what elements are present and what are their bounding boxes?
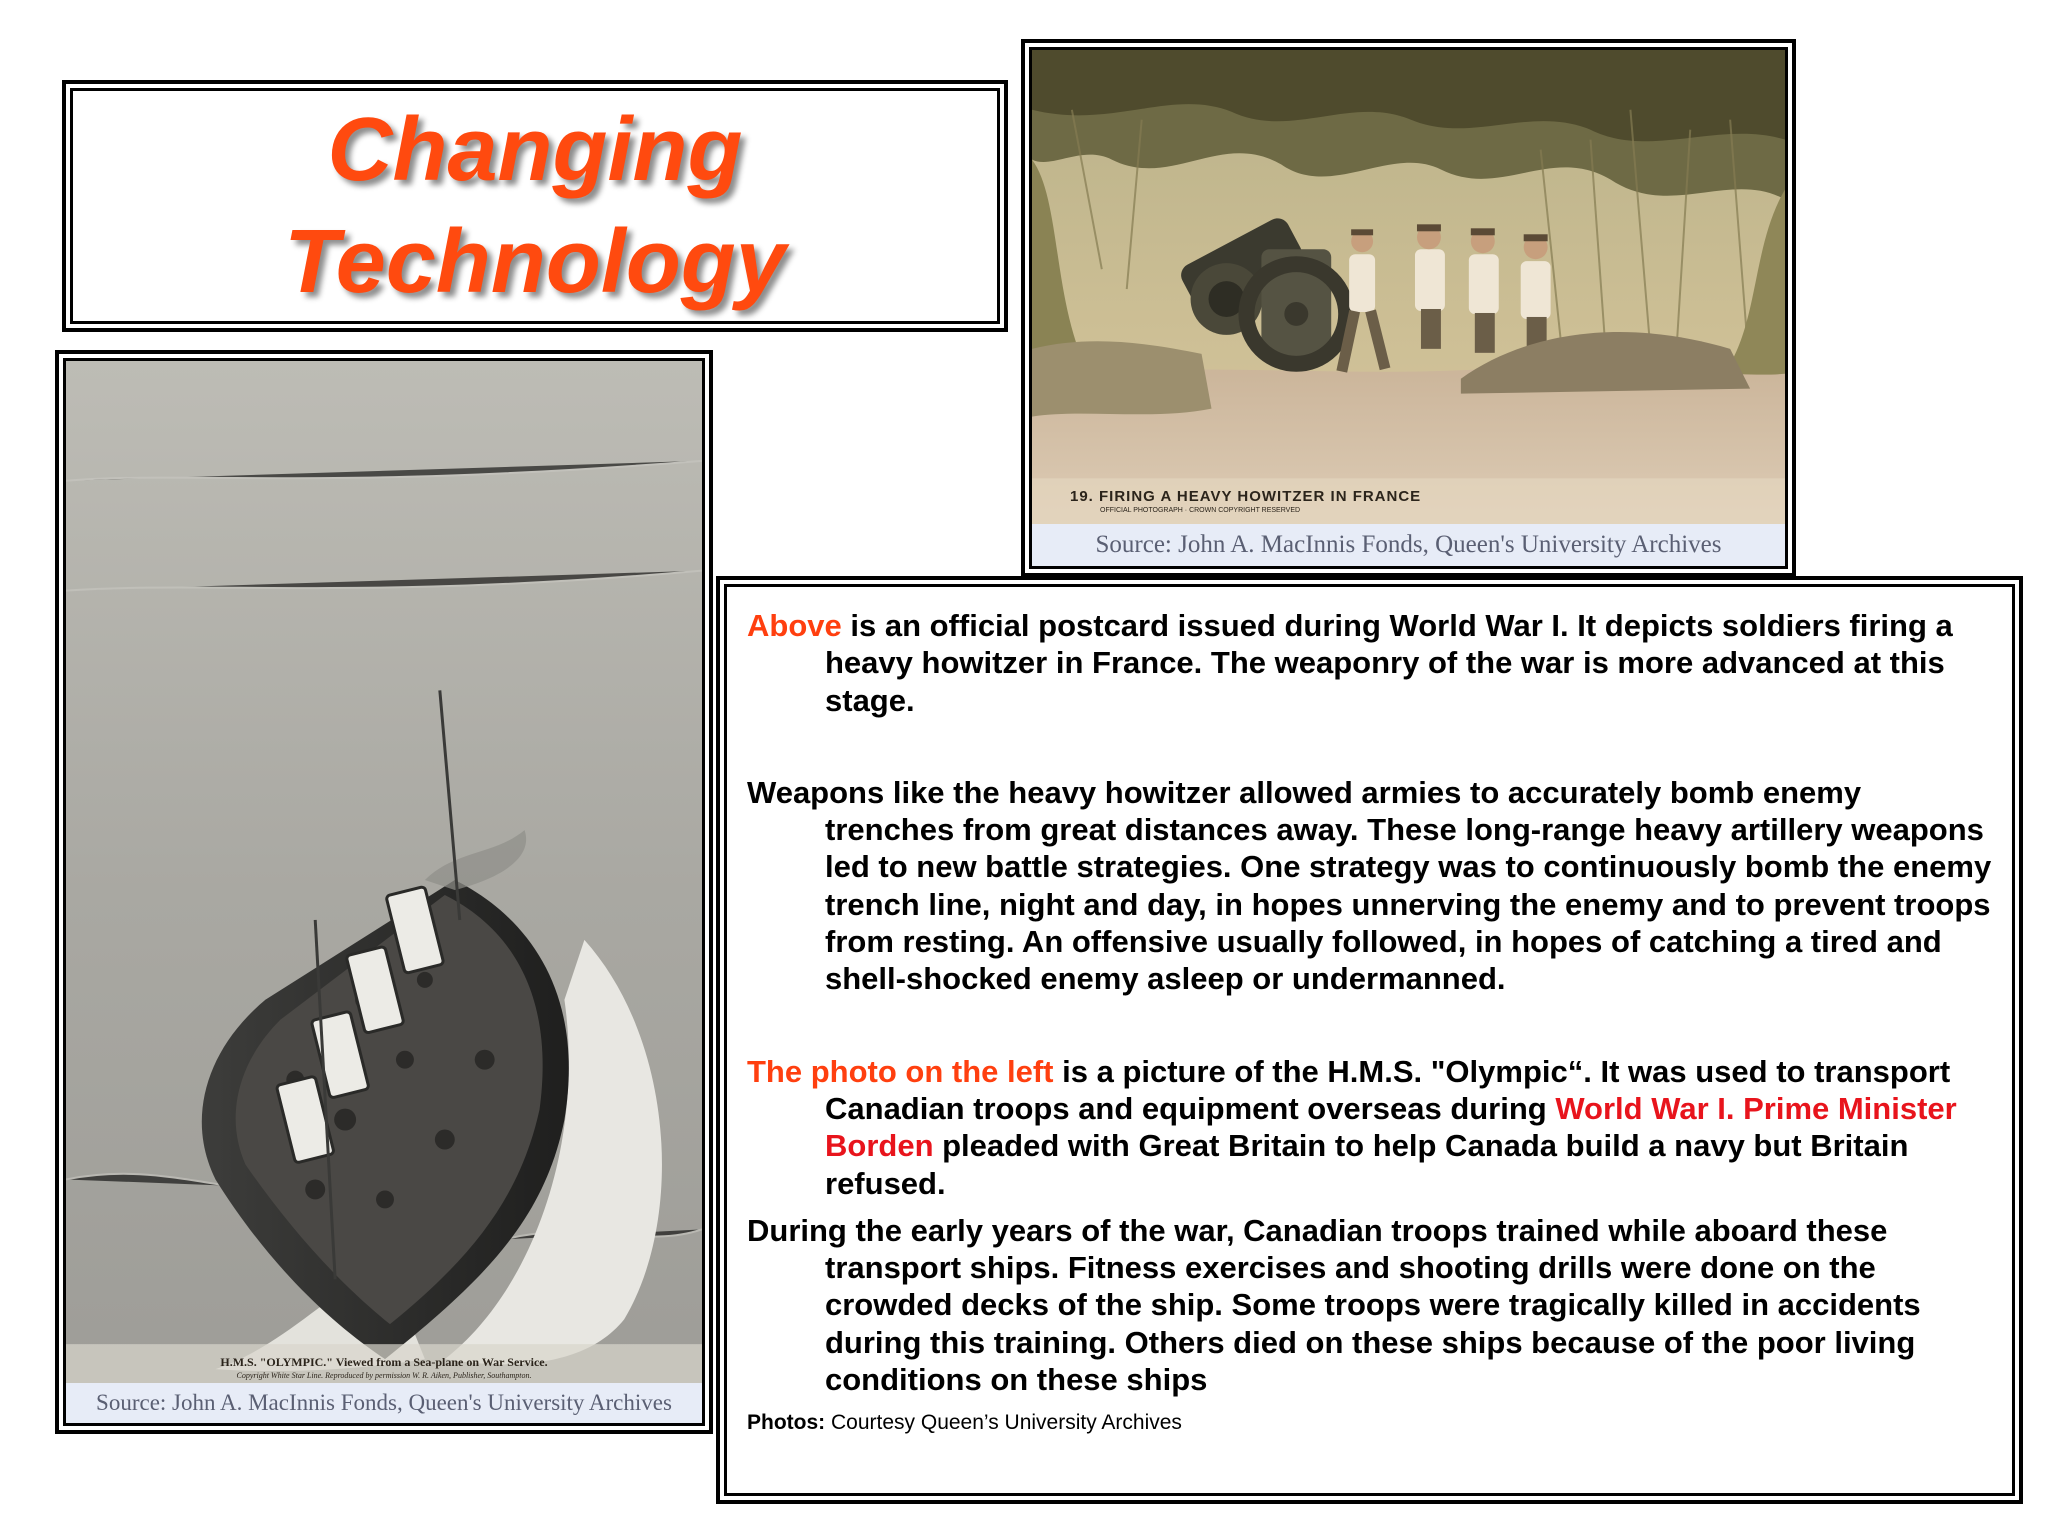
- ship-photo: [63, 358, 705, 1426]
- title-line-2: Technology: [284, 212, 786, 312]
- p3-text-b: pleaded with Great Britain to help Canada build a navy but Britain refused.: [825, 1128, 1909, 1201]
- ship-source: Source: John A. MacInnis Fonds, Queen's University Archives: [66, 1383, 702, 1423]
- ship-image: [66, 361, 702, 1423]
- photo-credit: [747, 1410, 1994, 1436]
- text-box: [716, 576, 2023, 1504]
- text-box-inner: [724, 584, 2015, 1496]
- credit-label: Photos:: [747, 1411, 826, 1435]
- page-title: [284, 94, 786, 318]
- title-line-1: Changing: [327, 100, 743, 200]
- howitzer-source: Source: John A. MacInnis Fonds, Queen's University Archives: [1032, 524, 1785, 566]
- p1-text: is an official postcard issued during World War I. It depicts soldiers firing a heavy howitzer in France. The weaponry of the war is more advanced at this stage.: [825, 608, 1953, 718]
- p3-highlight: The photo on the left: [747, 1053, 1054, 1089]
- p3-red-highlight: World War I. Prime Minister Borden: [825, 1090, 1957, 1164]
- ship-photo-frame: [55, 350, 713, 1434]
- title-box-inner: [70, 88, 1000, 324]
- paragraph-2: Weapons like the heavy howitzer allowed armies to accurately bomb enemy trenches from great distances away. These long-range heavy artillery weapons led to new battle strategies. One strategy was to continuously bomb the enemy trench line, night and day, in hopes unnerving the enemy and to prevent troops from resting. An offensive usually followed, in hopes of catching a tired and shell-shocked enemy asleep or undermanned.: [747, 774, 1992, 997]
- p3-text-a: is a picture of the H.M.S. "Olympic“. It was used to transport Canadian troops and equipment overseas during: [825, 1053, 1951, 1126]
- ship-caption-sub: Copyright White Star Line. Reproduced by permission W. R. Aiken, Publisher, Southampton.: [236, 1371, 532, 1380]
- ship-caption: H.M.S. "OLYMPIC." Viewed from a Sea-plane on War Service.: [220, 1355, 548, 1369]
- p1-highlight: Above: [747, 608, 842, 643]
- howitzer-caption-sub: OFFICIAL PHOTOGRAPH · CROWN COPYRIGHT RESERVED: [1100, 507, 1301, 514]
- howitzer-photo-frame: [1021, 39, 1796, 577]
- howitzer-photo: [1029, 47, 1788, 569]
- paragraph-3: [747, 1053, 1994, 1202]
- howitzer-caption: 19. FIRING A HEAVY HOWITZER IN FRANCE: [1070, 488, 1422, 505]
- paragraph-1: [747, 607, 1994, 719]
- credit-text: Courtesy Queen’s University Archives: [825, 1411, 1182, 1435]
- paragraph-4: During the early years of the war, Canadian troops trained while aboard these transport ships. Fitness exercises and shooting drills were done on the crowded decks of the ship. Some troops were tragically killed in accidents during this training. Others died on these ships because of the poor living conditions on these ships: [747, 1212, 1921, 1398]
- title-box: [62, 80, 1008, 332]
